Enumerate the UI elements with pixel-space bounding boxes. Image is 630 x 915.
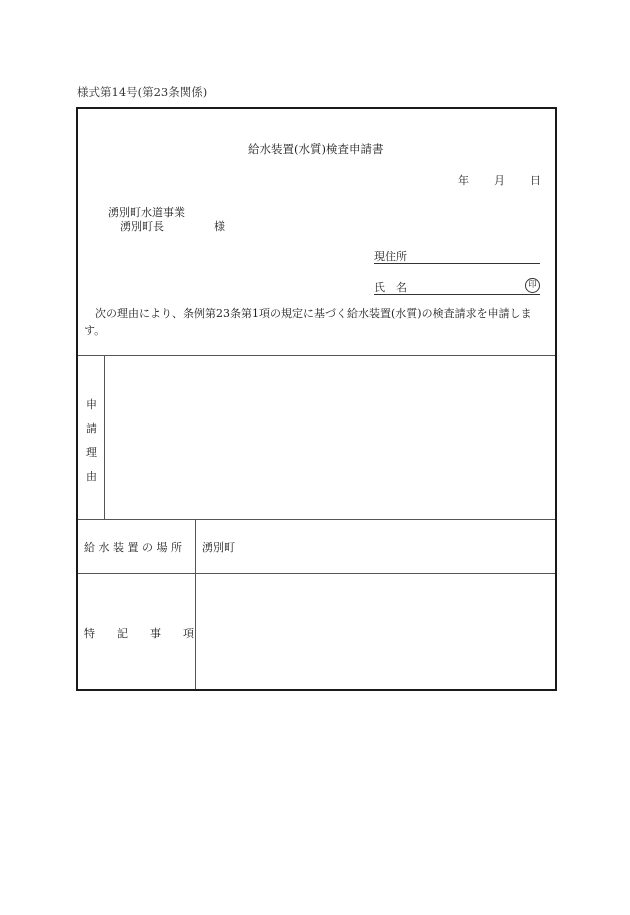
location-value[interactable]: 湧別町	[202, 541, 235, 554]
address-label: 現住所	[374, 250, 407, 263]
addressee-honorific: 様	[214, 220, 225, 233]
reason-label-char: 申	[86, 398, 97, 411]
divider	[78, 573, 555, 574]
address-field[interactable]	[374, 248, 540, 264]
divider	[104, 355, 105, 519]
divider	[78, 519, 555, 520]
application-form	[76, 107, 557, 691]
special-notes-input[interactable]	[202, 579, 548, 683]
divider	[195, 519, 196, 689]
addressee-organization: 湧別町水道事業	[108, 206, 185, 219]
reason-label-char: 請	[86, 422, 97, 435]
date-day-label: 日	[530, 174, 541, 187]
seal-icon: 印	[525, 278, 540, 293]
date-year-label: 年	[458, 174, 469, 187]
special-notes-label: 特 記 事 項	[84, 627, 194, 640]
form-number: 様式第14号(第23条関係)	[77, 85, 208, 99]
reason-label-char: 由	[86, 470, 97, 483]
divider	[78, 355, 555, 356]
name-field[interactable]	[374, 279, 540, 295]
location-label: 給 水 装 置 の 場 所	[84, 541, 182, 554]
date-month-label: 月	[494, 174, 505, 187]
reason-input[interactable]	[110, 361, 548, 513]
reason-label-char: 理	[86, 446, 97, 459]
application-statement: 次の理由により、条例第23条第1項の規定に基づく給水装置(水質)の検査請求を申請します。	[84, 307, 532, 337]
name-label: 氏 名	[374, 281, 407, 294]
document-title: 給水装置(水質)検査申請書	[248, 142, 384, 156]
addressee-name: 湧別町長	[120, 220, 164, 233]
